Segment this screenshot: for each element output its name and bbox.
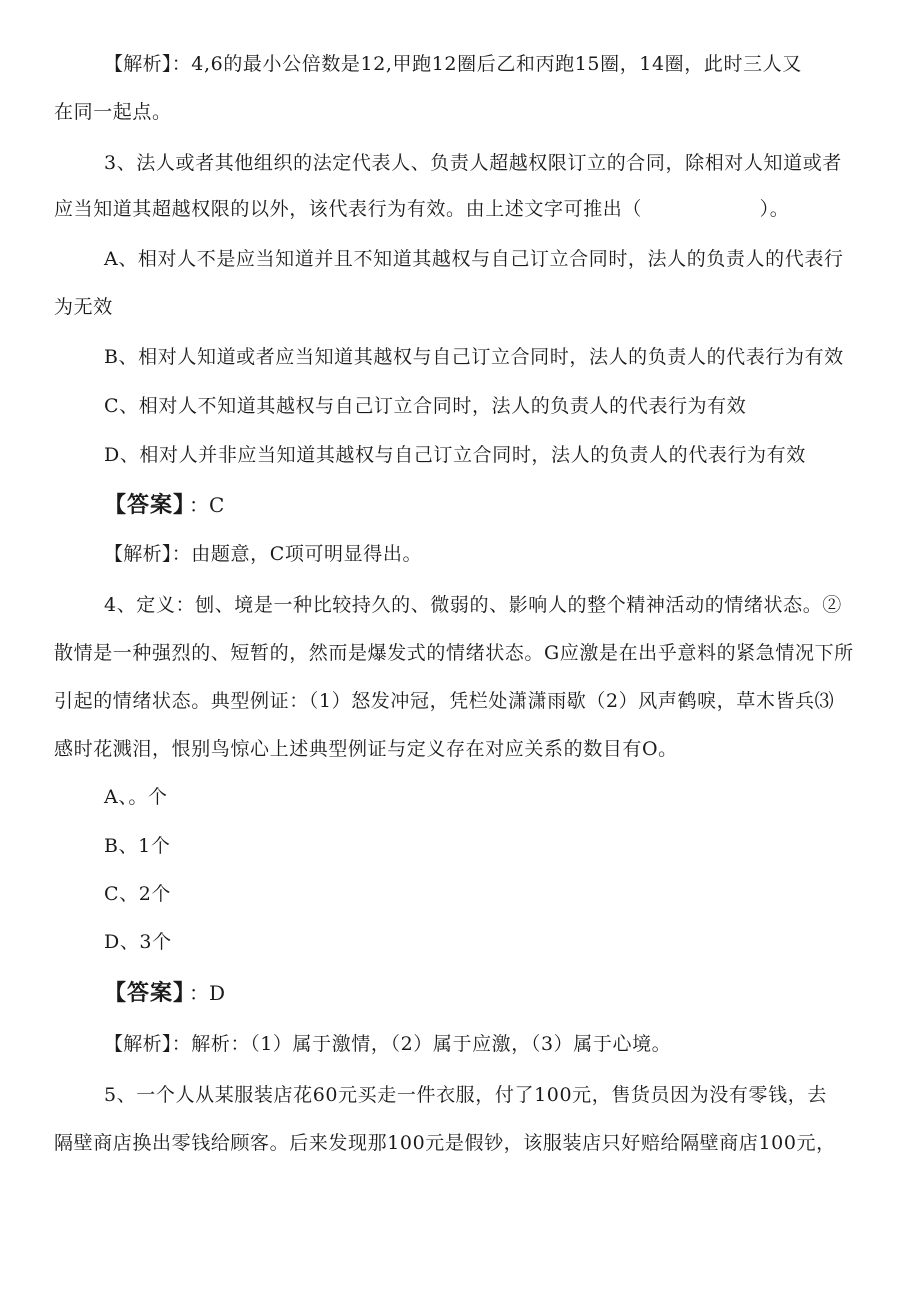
analysis-tag: 【解析】 — [104, 53, 172, 75]
q3-option-a-line-1: A、相对人不是应当知道并且不知道其越权与自己订立合同时，法人的负责人的代表行 — [104, 248, 844, 270]
answer-label: 【答案】 — [104, 493, 186, 518]
q4-analysis — [104, 1031, 671, 1057]
prev-analysis-line-2: 在同一起点。 — [54, 101, 172, 123]
q4-option-c: C、2个 — [104, 883, 172, 905]
q4-stem-line-4: 感时花溅泪，恨别鸟惊心上述典型例证与定义存在对应关系的数目有O。 — [54, 738, 678, 760]
answer-label: 【答案】 — [104, 981, 186, 1006]
q4-stem-line-3: 引起的情绪状态。典型例证：（1）怒发冲冠，凭栏处潇潇雨歇（2）风声鹤唳，草木皆兵⑶ — [54, 690, 835, 712]
q3-option-a-line-2: 为无效 — [54, 296, 113, 318]
q3-option-b: B、相对人知道或者应当知道其越权与自己订立合同时，法人的负责人的代表行为有效 — [104, 346, 844, 368]
q4-answer — [104, 978, 225, 1009]
q3-analysis — [104, 541, 422, 567]
answer-value: ：C — [189, 493, 225, 517]
answer-value: ：D — [189, 981, 226, 1005]
analysis-text: ：解析：（1）属于激情，（2）属于应激，（3）属于心境。 — [171, 1033, 672, 1055]
q5-stem-line-1: 5、一个人从某服装店花60元买走一件衣服，付了100元，售货员因为没有零钱，去 — [104, 1084, 827, 1106]
q3-option-d: D、相对人并非应当知道其越权与自己订立合同时，法人的负责人的代表行为有效 — [104, 444, 806, 466]
q4-stem-line-2: 散情是一种强烈的、短暂的，然而是爆发式的情绪状态。G应激是在出乎意料的紧急情况下所 — [54, 642, 854, 664]
analysis-tag: 【解析】 — [104, 543, 172, 565]
q4-option-a: A、。个 — [104, 786, 168, 808]
q4-option-b: B、1个 — [104, 835, 171, 857]
q4-stem-line-1: 4、定义：刨、境是一种比较持久的、微弱的、影响人的整个精神活动的情绪状态。② — [104, 594, 842, 616]
q4-option-d: D、3个 — [104, 931, 172, 953]
q3-answer — [104, 490, 224, 521]
q5-stem-line-2: 隔壁商店换出零钱给顾客。后来发现那100元是假钞，该服装店只好赔给隔壁商店100元， — [54, 1132, 836, 1154]
q3-stem-line-1: 3、法人或者其他组织的法定代表人、负责人超越权限订立的合同，除相对人知道或者 — [104, 152, 842, 174]
analysis-text: ：4,6的最小公倍数是12,甲跑12圈后乙和丙跑15圈，14圈，此时三人又 — [171, 53, 802, 75]
analysis-text: ：由题意，C项可明显得出。 — [171, 543, 423, 565]
prev-analysis-line-1 — [104, 51, 802, 77]
q3-option-c: C、相对人不知道其越权与自己订立合同时，法人的负责人的代表行为有效 — [104, 395, 747, 417]
q3-stem-line-2: 应当知道其超越权限的以外，该代表行为有效。由上述文字可推出（ ）。 — [54, 198, 790, 220]
analysis-tag: 【解析】 — [104, 1033, 172, 1055]
